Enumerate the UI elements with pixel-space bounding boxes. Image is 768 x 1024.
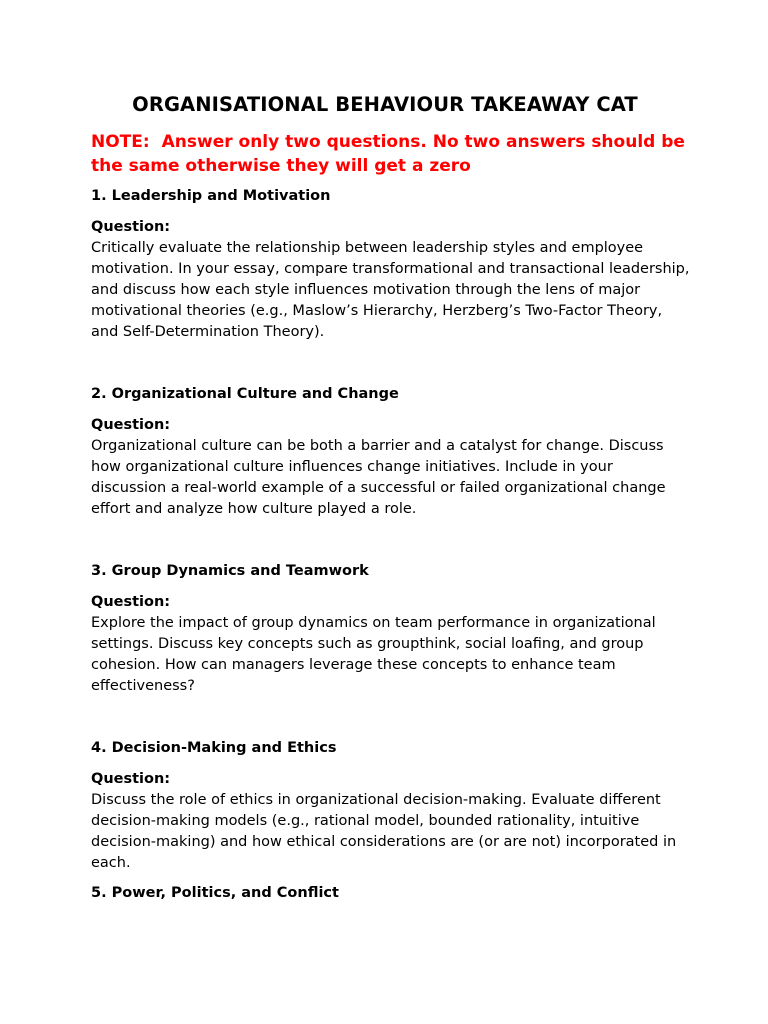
section-heading: 2. Organizational Culture and Change (91, 386, 399, 402)
note-label: NOTE: (91, 132, 150, 152)
instructions-note (91, 130, 691, 178)
section-group-dynamics (91, 561, 691, 697)
question-label: Question: (91, 219, 171, 235)
note-text: Answer only two questions. No two answers should be the same otherwise they will get a zero (91, 132, 685, 176)
question-label: Question: (91, 417, 171, 433)
section-heading: 4. Decision-Making and Ethics (91, 740, 337, 756)
question-text: Organizational culture can be both a barrier and a catalyst for change. Discuss how organizational culture influences change initiatives. Include in your discussion a real-world example of a successful or failed organizational change effort and analyze how culture played a role. (91, 438, 666, 517)
question-label: Question: (91, 771, 171, 787)
section-power-politics (91, 883, 691, 904)
section-leadership-motivation (91, 186, 691, 343)
section-decision-ethics (91, 738, 691, 874)
document-content (91, 91, 691, 904)
section-heading: 5. Power, Politics, and Conflict (91, 885, 339, 901)
question-label: Question: (91, 594, 171, 610)
document-title: ORGANISATIONAL BEHAVIOUR TAKEAWAY CAT (132, 93, 638, 116)
section-heading: 3. Group Dynamics and Teamwork (91, 563, 369, 579)
question-text: Discuss the role of ethics in organizational decision-making. Evaluate different decision-making models (e.g., rational model, bounded rationality, intuitive decision-making) and how ethical considerations are (or are not) incorporated in each. (91, 792, 677, 871)
question-text: Explore the impact of group dynamics on team performance in organizational settings. Discuss key concepts such as groupthink, social loafing, and group cohesion. How can managers leverage these concepts to enhance team effectiveness? (91, 615, 656, 694)
section-heading: 1. Leadership and Motivation (91, 188, 331, 204)
question-text: Critically evaluate the relationship between leadership styles and employee motivation. In your essay, compare transformational and transactional leadership, and discuss how each style influences motivation through the lens of major motivational theories (e.g., Maslow’s Hierarchy, Herzberg’s Two-Factor Theory, and Self-Determination Theory). (91, 240, 690, 340)
section-culture-change (91, 384, 691, 520)
